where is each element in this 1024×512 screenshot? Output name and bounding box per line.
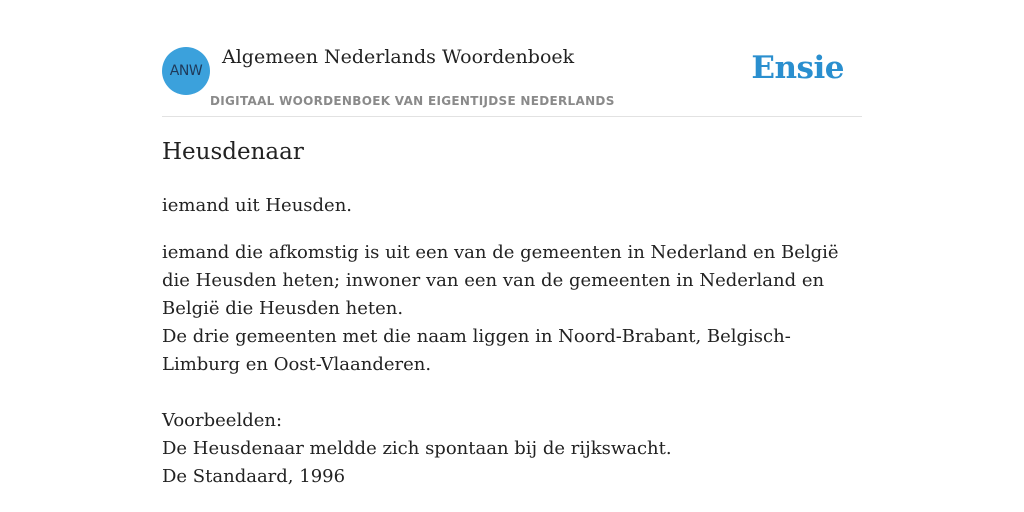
site-subtitle: DIGITAAL WOORDENBOEK VAN EIGENTIJDSE NEDERLANDS — [210, 94, 615, 108]
entry-headword: Heusdenaar — [162, 139, 304, 165]
site-header — [162, 0, 862, 117]
short-definition: iemand uit Heusden. — [162, 195, 353, 216]
spacer — [162, 379, 862, 407]
long-definition: iemand die afkomstig is uit een van de gemeenten in Nederland en België die Heusden heten; inwoner van een van de gemeenten in Nederland en België die Heusden heten. — [162, 242, 839, 319]
page — [162, 0, 862, 487]
example-sentence: De Heusdenaar meldde zich spontaan bij de rijkswacht. — [162, 438, 672, 459]
anw-logo[interactable]: ANW — [162, 47, 210, 95]
examples-label: Voorbeelden: — [162, 410, 283, 431]
long-definition-block — [162, 239, 862, 491]
definition-note: De drie gemeenten met die naam liggen in Noord-Brabant, Belgisch-Limburg en Oost-Vlaanderen. — [162, 326, 791, 375]
site-title[interactable]: Algemeen Nederlands Woordenboek — [222, 46, 575, 68]
ensie-brand-logo[interactable]: Ensie — [751, 50, 844, 86]
example-source: De Standaard, 1996 — [162, 466, 346, 487]
